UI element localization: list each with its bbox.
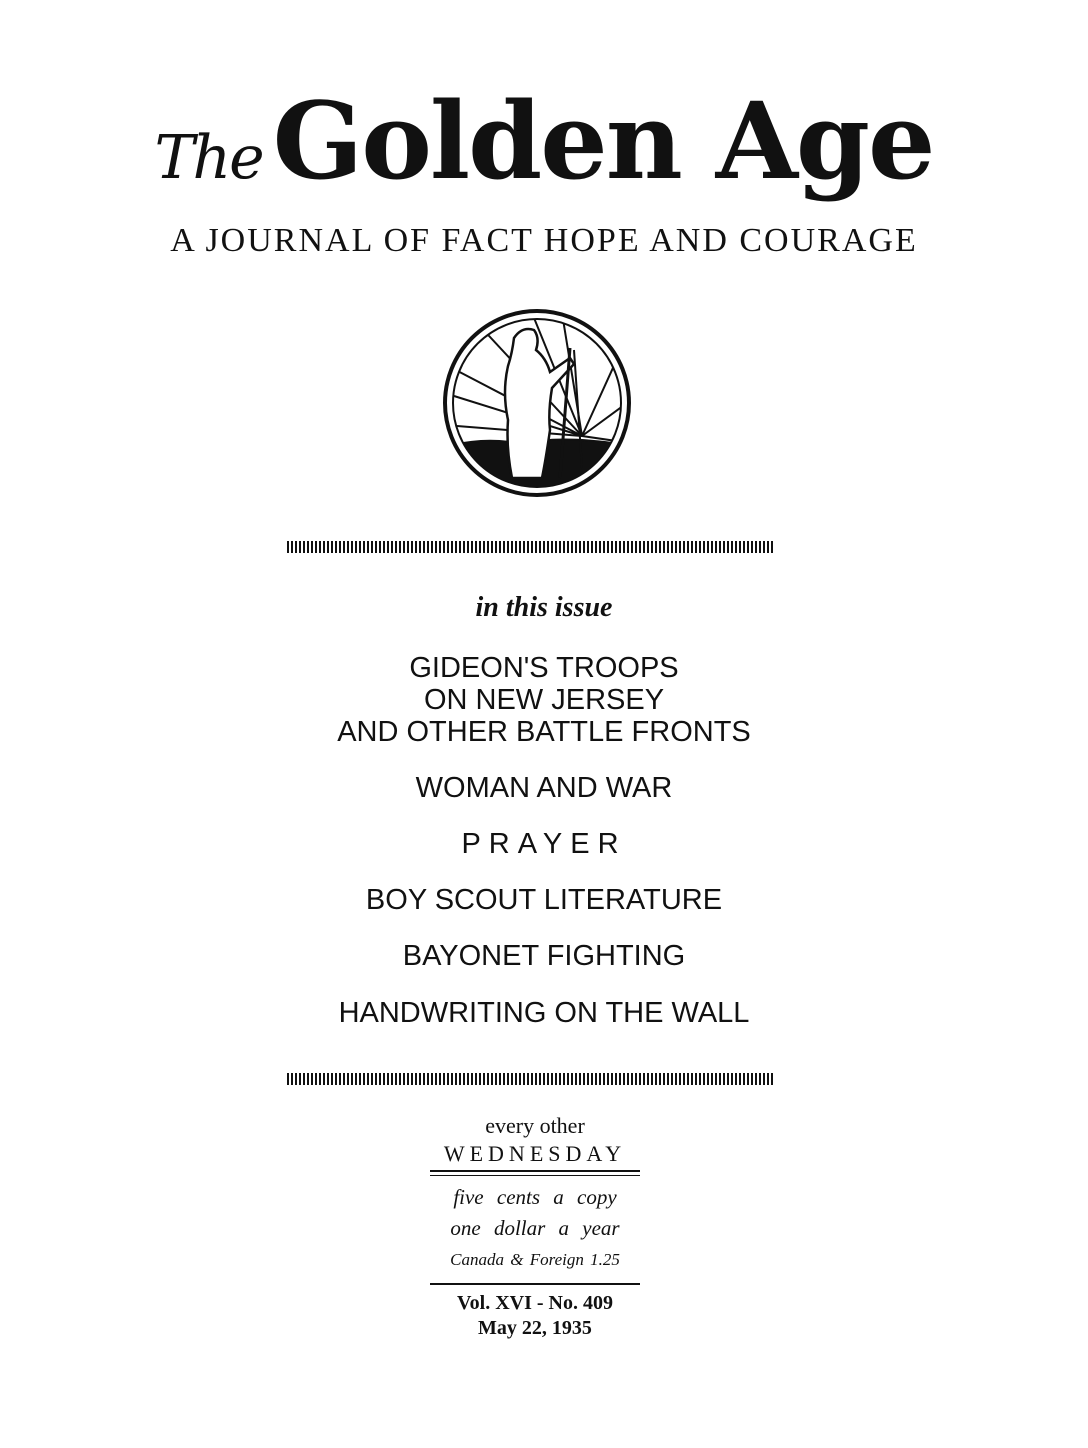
frequency-line: every other <box>485 1113 585 1138</box>
price-foreign: Canada & Foreign 1.25 <box>450 1250 620 1269</box>
lead-article-line: AND OTHER BATTLE FRONTS <box>337 716 751 748</box>
in-this-issue-heading: in this issue <box>475 592 613 623</box>
article-title-bayonet-fighting: BAYONET FIGHTING <box>402 940 686 972</box>
ornamental-divider-top <box>287 541 775 553</box>
issue-date: May 22, 1935 <box>478 1317 592 1339</box>
single-rule <box>430 1283 640 1285</box>
ornamental-divider-bottom <box>287 1073 775 1085</box>
publication-info <box>430 1112 640 1341</box>
price-per-copy: five cents a copy <box>453 1185 617 1209</box>
masthead-title: Golden Age <box>272 78 934 203</box>
article-title-handwriting-on-the-wall: HANDWRITING ON THE WALL <box>338 997 750 1029</box>
lead-article-title <box>0 652 1088 748</box>
lead-article-line: GIDEON'S TROOPS <box>409 652 679 684</box>
lead-article-line: ON NEW JERSEY <box>423 684 665 716</box>
masthead-prefix: The <box>154 123 263 193</box>
sunrise-figure-emblem <box>442 308 632 498</box>
masthead <box>0 78 1088 203</box>
article-title-prayer: PRAYER <box>461 828 627 860</box>
article-title-woman-and-war: WOMAN AND WAR <box>415 772 673 804</box>
price-per-year: one dollar a year <box>450 1216 620 1240</box>
frequency-day: WEDNESDAY <box>443 1141 627 1166</box>
double-rule <box>430 1170 640 1176</box>
article-title-boy-scout-literature: BOY SCOUT LITERATURE <box>365 884 723 916</box>
journal-subtitle: A JOURNAL OF FACT HOPE AND COURAGE <box>170 222 918 259</box>
volume-number: Vol. XVI - No. 409 <box>457 1292 613 1314</box>
